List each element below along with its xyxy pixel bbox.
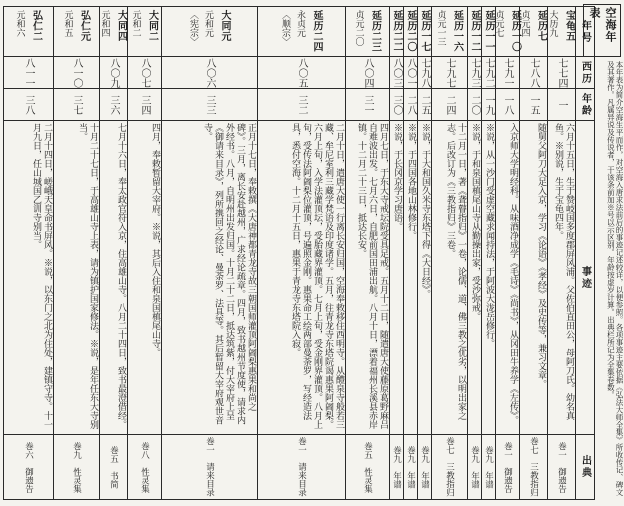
era-japanese: 延历一六 [451, 10, 463, 52]
age-value: 一八 [502, 94, 513, 115]
events-cell: ※说，于和泉国槙尾山寺从勤操出家，受沙弥戒。 [468, 121, 481, 435]
era-cell [162, 7, 257, 57]
events-cell: ※说，于大和国久米寺东塔下得《大日经》。 [418, 121, 431, 435]
era-japanese: 大同二 [146, 10, 158, 42]
age-value: 二〇 [469, 94, 480, 115]
era-japanese: 大同元 [219, 10, 230, 42]
source-cell [520, 435, 547, 499]
era-japanese: 延历二四 [311, 10, 322, 52]
era-cell [432, 7, 467, 57]
age-cell [482, 89, 495, 121]
era-cell [258, 7, 345, 57]
era-cell [128, 7, 161, 57]
year-column [468, 7, 482, 499]
source-cell [404, 435, 417, 499]
western-year-cell [162, 57, 257, 89]
era-cell [520, 7, 547, 57]
source-reference: 巻八 性灵集 [139, 441, 150, 493]
age-value: 一 [556, 99, 567, 110]
source-reference: 巻一 请来目录 [204, 437, 215, 497]
western-year-cell [4, 57, 53, 89]
age-cell [548, 89, 575, 121]
source-reference: 巻七 三教指归 [444, 437, 455, 497]
header-source-label: 出典 [579, 455, 591, 479]
age-cell [418, 89, 431, 121]
page-title: 空海年表 [583, 4, 621, 57]
age-cell [520, 89, 547, 121]
western-year-cell [520, 57, 547, 89]
era-chinese: 元和四 [99, 10, 110, 37]
year-column [418, 7, 432, 499]
age-value: 三三 [204, 94, 215, 115]
header-age-label: 年龄 [579, 92, 591, 117]
source-reference: 巻九 年谱 [469, 445, 480, 489]
era-chinese: 元和六 [14, 10, 25, 37]
western-year: 八一〇 [71, 57, 82, 88]
western-year-cell [54, 57, 99, 89]
events-cell: 四月七日，于东大寺戒坛院受具足戒。五月十二日，随遣唐大使藤原葛野麻吕自难波出发。七月六日，自肥前国田浦出航。八月十日，漂着福州长溪县赤岸镇。十二月二十三日，抵达长安。 [346, 121, 389, 435]
age-cell [346, 89, 389, 121]
era-cell [468, 7, 481, 57]
age-value: 一九 [483, 94, 494, 115]
western-year-cell [404, 57, 417, 89]
source-cell [100, 435, 127, 499]
western-year: 七八八 [528, 57, 539, 88]
header-source-cell [576, 435, 594, 499]
age-value: 二四 [444, 94, 455, 115]
source-cell [390, 435, 403, 499]
year-column [128, 7, 162, 499]
era-cell [4, 7, 53, 57]
source-cell [162, 435, 257, 499]
era-cell [54, 7, 99, 57]
age-cell [390, 89, 403, 121]
source-reference: 巻五 性灵集 [362, 441, 373, 493]
chronology-table [3, 6, 595, 500]
western-year: 八一一 [23, 57, 34, 88]
western-year-cell [548, 57, 575, 89]
age-value: 二五 [419, 94, 430, 115]
western-year: 八〇六 [204, 57, 215, 88]
year-column [54, 7, 100, 499]
age-value: 三六 [108, 94, 119, 115]
age-cell [4, 89, 53, 121]
year-column [258, 7, 346, 499]
source-reference: 巻七 三教指归 [528, 437, 539, 497]
age-value: 三四 [139, 94, 150, 115]
western-year: 七九一 [502, 57, 513, 88]
source-reference: 巻九 性灵集 [71, 441, 82, 493]
era-chinese: 元和五 [62, 10, 73, 37]
era-chinese: 贞元一三 [435, 10, 446, 46]
year-column [100, 7, 128, 499]
chinese-emperor: 〈顺宗〉 [280, 10, 290, 46]
western-year-cell [468, 57, 481, 89]
era-japanese: 延历一七 [419, 10, 430, 52]
era-cell [100, 7, 127, 57]
western-year-cell [258, 57, 345, 89]
age-value: 二八 [405, 94, 416, 115]
western-year-cell [100, 57, 127, 89]
source-reference: 巻九 年谱 [419, 445, 430, 489]
western-year-cell [128, 57, 161, 89]
age-cell [258, 89, 345, 121]
era-japanese: 大同四 [115, 10, 127, 42]
source-reference: 巻六 御遗告 [23, 441, 34, 493]
era-japanese: 延历二二 [391, 10, 402, 52]
age-cell [128, 89, 161, 121]
western-year: 七九二 [483, 57, 494, 88]
western-year: 七九七 [444, 57, 455, 88]
source-cell [418, 435, 431, 499]
western-year: 七九三 [469, 57, 480, 88]
header-western-cell [576, 57, 594, 89]
source-cell [548, 435, 575, 499]
source-cell [432, 435, 467, 499]
era-cell [493, 7, 521, 57]
era-cell [418, 7, 431, 57]
age-value: 三〇 [391, 94, 402, 115]
era-japanese: 延历二〇 [405, 10, 416, 52]
source-reference: 巻九 年谱 [405, 445, 416, 489]
western-year-cell [496, 57, 519, 89]
header-events-cell [576, 121, 594, 435]
era-chinese: 元和元 [203, 10, 213, 37]
era-cell [346, 7, 389, 57]
source-reference: 巻一 御遗告 [502, 441, 513, 493]
preface-block [588, 4, 624, 502]
age-value: 三七 [71, 94, 82, 115]
source-reference: 巻九 年谱 [483, 445, 494, 489]
year-column [346, 7, 390, 499]
year-column [404, 7, 418, 499]
year-column [162, 7, 258, 499]
header-column [576, 7, 594, 499]
source-cell [468, 435, 481, 499]
era-chinese: 贞元七 [493, 10, 504, 37]
western-year: 八〇九 [108, 57, 119, 88]
events-cell: 二月十日，遣唐大使一行离长安归国，空海奉敕移住西明寺。从醴泉寺般若三藏、牟尼室利三藏学梵语及印度诸学。五月，往青龙寺东塔院谒惠果阿阇梨。六月上旬，入学法灌顶坛，受胎藏界灌顶。七月上旬，受金刚界灌顶。八月上旬，受传法阿阇梨位灌顶，号遍照金刚。惠果命工绘两部曼荼罗，写经造法具，悉付空海。十二月十五日，惠果于青龙寺东塔院入寂。 [258, 121, 345, 435]
era-chinese: 元和二 [130, 10, 141, 37]
source-cell [128, 435, 161, 499]
era-japanese: 宝龟五 [563, 10, 575, 42]
events-cell: ※说，于四国各地山林修行。 [404, 121, 417, 435]
age-cell [404, 89, 417, 121]
preface-text: 本年表为简介空海生平而作，对空海入唐求法前后的事迹记述较详，以便参照。各项事迹主要依据《弘法大师全集》所收传记、碑文及其著作。凡属异说及传说者，于该条前加※号以示区别。年龄按虚岁计算。出典栏所记为全集卷数。 [606, 61, 624, 497]
western-year-cell [418, 57, 431, 89]
western-year-cell [390, 57, 403, 89]
era-japanese: 弘仁元 [78, 10, 90, 42]
header-western-label: 西历 [579, 60, 591, 85]
events-cell: 入京师大学明经科。从味酒净成学《毛诗》《尚书》，从冈田牛养学《左传》。 [496, 121, 519, 435]
source-reference: 巻一 御遗告 [556, 441, 567, 493]
age-cell [468, 89, 481, 121]
events-cell: 正月十七日，奉敕撰《大唐神都青龙寺故三朝国师灌顶阿阇梨惠果和尚之碑》。三月，离长安赴越州，广求经论疏章。四月，致书越州节度使，请求内外经书。八月，自明州出发归国。十月二十二日，抵达筑紫，付大宰府上呈《御请来目录》，列所携回之经论、曼荼罗、法具等。其后暂留大宰府观世音寺。 [162, 121, 257, 435]
year-column [482, 7, 496, 499]
age-cell [162, 89, 257, 121]
era-japanese: 弘仁二 [30, 10, 42, 42]
events-cell: 十二月一日，著《聋瞽指归》一卷，论儒、道、佛三教之优劣，以明出家之志。后改订为《三教指归》三卷。 [432, 121, 467, 435]
year-column [4, 7, 54, 499]
header-events-label: 事迹 [579, 265, 591, 290]
header-era-label: 年号 [579, 19, 591, 44]
age-cell [54, 89, 99, 121]
era-japanese: 延历一〇 [509, 10, 521, 52]
western-year: 七九八 [419, 57, 430, 88]
era-chinese: 贞元四 [519, 10, 530, 37]
era-japanese: 延历一一 [483, 10, 494, 52]
age-cell [100, 89, 127, 121]
year-column [493, 7, 521, 499]
header-age-cell [576, 89, 594, 121]
era-japanese: 延历二三 [369, 10, 381, 52]
source-cell [482, 435, 495, 499]
source-reference: 巻五 书简 [108, 445, 119, 489]
events-cell: 四月，奉敕暂留大宰府。※说，其后入住和泉国槙尾山寺。 [128, 121, 161, 435]
events-cell: 随舅父阿刀大足入京，学习《论语》《孝经》及史传等，兼习文章。 [520, 121, 547, 435]
source-reference: 巻一 请来目录 [296, 437, 307, 497]
chinese-emperor: 〈宪宗〉 [188, 10, 198, 46]
western-year: 八〇三 [391, 57, 402, 88]
year-column [548, 7, 576, 499]
source-cell [496, 435, 519, 499]
western-year: 七七四 [556, 57, 567, 88]
western-year-cell [346, 57, 389, 89]
western-year-cell [432, 57, 467, 89]
western-year-cell [482, 57, 495, 89]
age-value: 三一 [362, 94, 373, 115]
events-cell: ※说，从一沙门受虚空藏求闻持法，于阿波大泷岳修行。 [482, 121, 495, 435]
era-cell [404, 7, 417, 57]
events-cell: 七月十六日，奉太政官符入京，住高雄山寺。八月二十四日，致书最澄借经。 [100, 121, 127, 435]
era-cell [548, 7, 575, 57]
era-japanese: 延历一二 [469, 10, 480, 52]
age-cell [496, 89, 519, 121]
year-column [432, 7, 468, 499]
age-value: 一五 [528, 94, 539, 115]
year-column [520, 7, 548, 499]
era-chinese: 贞元二〇 [353, 10, 364, 46]
era-cell [390, 7, 403, 57]
western-year: 八〇一 [405, 57, 416, 88]
events-cell: 十月二十七日，于高雄山寺上表，请为镇护国家修法。※说，是年任东大寺别当。 [54, 121, 99, 435]
source-cell [54, 435, 99, 499]
source-reference: 巻九 年谱 [391, 445, 402, 489]
events-cell: 二月十四日，嵯峨天皇命书屏风。※说，以东门之北为住处，建镇守寺。十一月九日，任山城国乙训寺别当。 [4, 121, 53, 435]
western-year: 八〇五 [296, 57, 307, 88]
age-cell [432, 89, 467, 121]
western-year: 八〇四 [362, 57, 373, 88]
western-year: 八〇七 [139, 57, 150, 88]
source-cell [4, 435, 53, 499]
era-japanese: 延历七 [535, 10, 547, 42]
year-column [390, 7, 404, 499]
events-cell: ※说，于长冈京学习唐语。 [390, 121, 403, 435]
source-cell [258, 435, 345, 499]
era-chinese: 大历九 [547, 10, 558, 37]
era-chinese: 永贞元 [295, 10, 305, 37]
age-value: 三二 [296, 94, 307, 115]
age-value: 三八 [23, 94, 34, 115]
events-cell: 六月十五日，生于赞岐国多度郡屏风浦。父佐伯直田公，母阿刀氏。幼名真鱼。※别说，生于宝龟四年。 [548, 121, 575, 435]
source-cell [346, 435, 389, 499]
